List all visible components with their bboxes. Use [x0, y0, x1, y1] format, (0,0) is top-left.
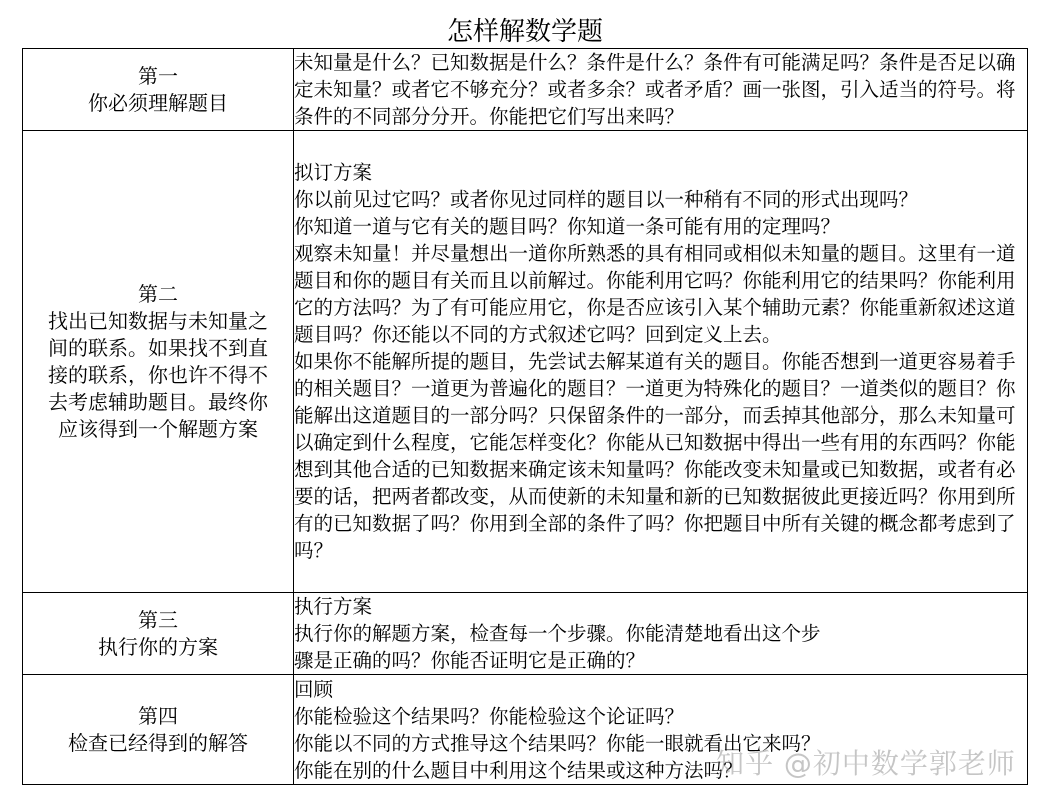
step-cell — [23, 49, 294, 131]
table-row — [23, 593, 1028, 675]
content-paragraph: 你以前见过它吗？或者你见过同样的题目以一种稍有不同的形式出现吗？ — [294, 188, 919, 211]
step-desc-line: 你必须理解题目 — [88, 90, 228, 115]
step-label: 第一 — [138, 63, 178, 88]
content-paragraph: 观察未知量！并尽量想出一道你所熟悉的具有相同或相似未知量的题目。这里有一道题目和你的题目有关而且以前解过。你能利用它吗？你能利用它的结果吗？你能利用它的方法吗？为了有可能应用它，你是否应该引入某个辅助元素？你能重新叙述这道题目吗？你还能以不同的方式叙述它吗？回到定义上去。 — [294, 242, 1016, 346]
step-label: 第二 — [138, 281, 178, 306]
content-cell — [294, 131, 1028, 593]
page-title: 怎样解数学题 — [446, 17, 603, 47]
content-heading: 回顾 — [294, 677, 334, 701]
content-paragraph: 未知量是什么？已知数据是什么？条件是什么？条件有可能满足吗？条件是否足以确定未知量？或者它不够充分？或者多余？或者矛盾？画一张图，引入适当的符号。将条件的不同部分分开。你能把它们写出来吗？ — [294, 51, 1016, 128]
content-paragraph: 你能检验这个结果吗？你能检验这个论证吗？ — [294, 704, 685, 728]
step-desc-line: 接的联系，你也许不得不 — [48, 362, 268, 387]
step-label: 第四 — [138, 703, 178, 728]
content-cell — [294, 49, 1028, 131]
watermark: 知乎 @初中数学郭老师 — [716, 747, 1016, 780]
step-desc-line: 执行你的方案 — [98, 634, 218, 659]
step-desc-line: 去考虑辅助题目。最终你 — [48, 389, 268, 414]
step-cell — [23, 131, 294, 593]
content-paragraph: 如果你不能解所提的题目，先尝试去解某道有关的题目。你能否想到一道更容易着手的相关题目？一道更为普遍化的题目？一道更为特殊化的题目？一道类似的题目？你能解出这道题目的一部分吗？只保留条件的一部分，而丢掉其他部分，那么未知量可以确定到什么程度，它能怎样变化？你能从已知数据中得出一些有用的东西吗？你能想到其他合适的已知数据来确定该未知量吗？你能改变未知量或已知数据，或者有必要的话，把两者都改变，从而使新的未知量和新的已知数据彼此更接近吗？你用到所有的已知数据了吗？你用到全部的条件了吗？你把题目中所有关键的概念都考虑到了吗？ — [294, 350, 1016, 562]
table-row — [23, 131, 1028, 593]
content-paragraph: 执行你的解题方案，检查每一个步骤。你能清楚地看出这个步 — [294, 622, 821, 645]
content-paragraph: 你知道一道与它有关的题目吗？你知道一条可能有用的定理吗？ — [294, 215, 841, 238]
step-desc-line: 检查已经得到的解答 — [68, 730, 248, 755]
content-paragraph: 骤是正确的吗？你能否证明它是正确的？ — [294, 649, 646, 672]
method-table — [22, 48, 1028, 785]
content-heading: 拟订方案 — [294, 161, 373, 184]
content-cell — [294, 593, 1028, 675]
step-desc-line: 找出已知数据与未知量之 — [48, 308, 268, 333]
table-row — [23, 49, 1028, 131]
step-desc-line: 应该得到一个解题方案 — [58, 416, 258, 441]
step-cell — [23, 675, 294, 785]
content-paragraph: 你能以不同的方式推导这个结果吗？你能一眼就看出它来吗？ — [294, 731, 821, 755]
step-desc-line: 间的联系。如果找不到直 — [48, 335, 268, 360]
step-cell — [23, 593, 294, 675]
step-label: 第三 — [138, 607, 178, 632]
content-heading: 执行方案 — [294, 595, 373, 618]
content-paragraph: 你能在别的什么题目中利用这个结果或这种方法吗？ — [294, 758, 743, 782]
